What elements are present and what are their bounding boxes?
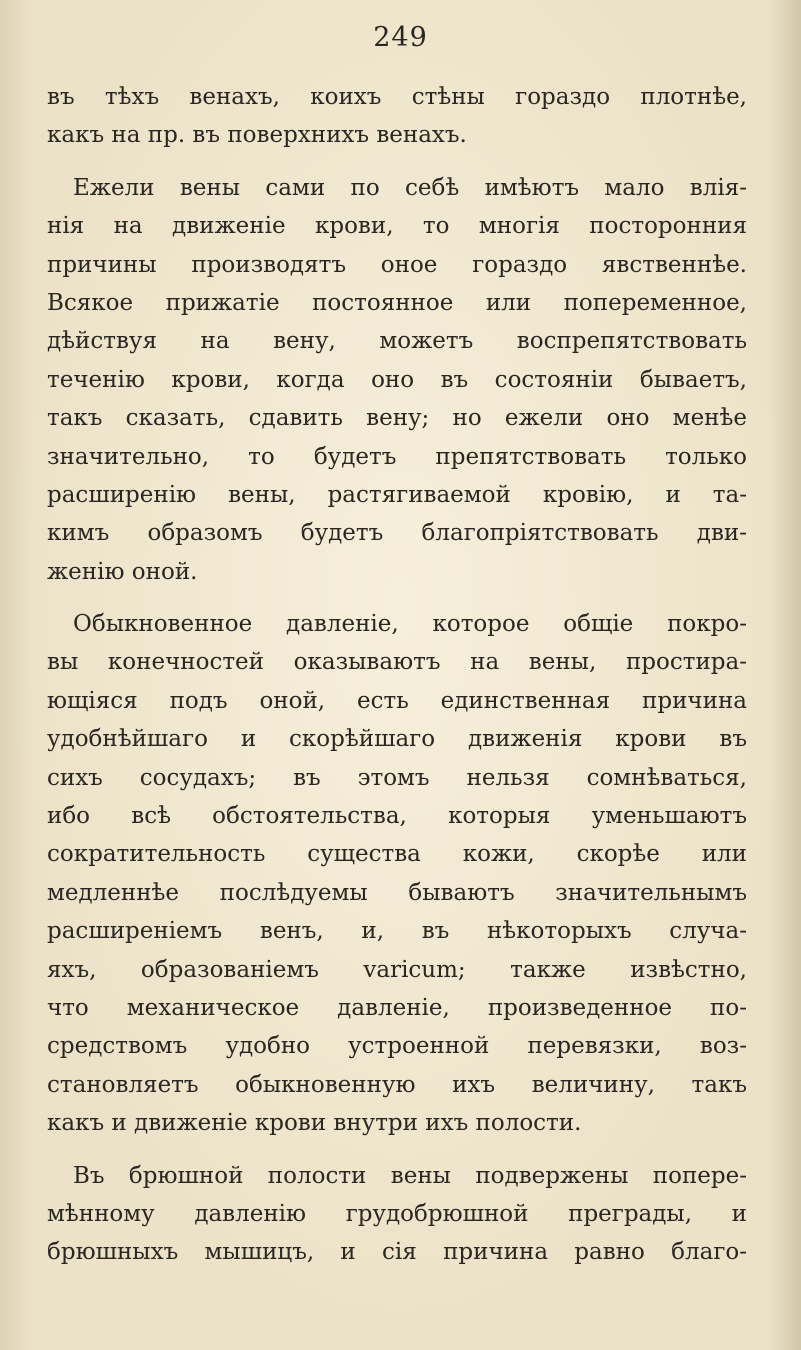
text-line: нія на движеніе крови, то многія посторонния — [47, 213, 747, 240]
text-line: удобнѣйшаго и скорѣйшаго движенія крови въ — [47, 726, 747, 753]
text-line: сихъ сосудахъ; въ этомъ нельзя сомнѣваться, — [47, 764, 747, 791]
text-line: Въ брюшной полости вены подвержены попере- — [73, 1162, 747, 1189]
text-line: Обыкновенное давленіе, которое общіе покро- — [73, 611, 747, 638]
text-line: расширенію вены, растягиваемой кровію, и та- — [47, 481, 747, 508]
text-line: яхъ, образованіемъ varicum; также извѣстно, — [47, 956, 747, 983]
paragraph — [47, 605, 747, 1142]
text-line: какъ и движеніе крови внутри ихъ полости. — [47, 1110, 582, 1137]
text-line: теченію крови, когда оно въ состояніи бываетъ, — [47, 366, 747, 393]
text-line: женію оной. — [47, 558, 198, 585]
text-line: сократительность существа кожи, скорѣе или — [47, 841, 747, 868]
text-line: кимъ образомъ будетъ благопріятствовать дви- — [47, 520, 747, 547]
text-line: вы конечностей оказываютъ на вены, простира- — [47, 649, 747, 676]
paragraph — [47, 169, 747, 591]
paragraph — [47, 1157, 747, 1272]
body-text — [47, 78, 747, 1272]
text-line: Всякое прижатіе постоянное или попеременное, — [47, 289, 747, 316]
text-line: въ тѣхъ венахъ, коихъ стѣны гораздо плотнѣе, — [47, 84, 747, 110]
text-line: медленнѣе послѣдуемы бываютъ значительнымъ — [47, 879, 747, 906]
text-line: становляетъ обыкновенную ихъ величину, такъ — [47, 1071, 747, 1098]
text-line: средствомъ удобно устроенной перевязки, воз- — [47, 1033, 747, 1060]
text-line: какъ на пр. въ поверхнихъ венахъ. — [47, 122, 467, 149]
text-line: ибо всѣ обстоятельства, которыя уменьшаютъ — [47, 803, 747, 830]
text-line: брюшныхъ мышицъ, и сія причина равно благо- — [47, 1239, 747, 1266]
text-line: такъ сказать, сдавить вену; но ежели оно менѣе — [47, 405, 747, 432]
text-line: расширеніемъ венъ, и, въ нѣкоторыхъ случа- — [47, 918, 747, 945]
text-line: Ежели вены сами по себѣ имѣютъ мало влія- — [73, 174, 747, 201]
text-line: что механическое давленіе, произведенное по- — [47, 994, 747, 1021]
text-line: причины производятъ оное гораздо явственнѣе. — [47, 251, 747, 278]
paragraph — [47, 78, 747, 155]
text-line: мѣнному давленію грудобрюшной преграды, и — [47, 1200, 747, 1227]
text-line: дѣйствуя на вену, можетъ воспрепятствовать — [47, 328, 747, 355]
page-number: 249 — [373, 22, 428, 53]
text-line: значительно, то будетъ препятствовать только — [47, 443, 747, 470]
text-line: ющіяся подъ оной, есть единственная причина — [47, 687, 747, 714]
